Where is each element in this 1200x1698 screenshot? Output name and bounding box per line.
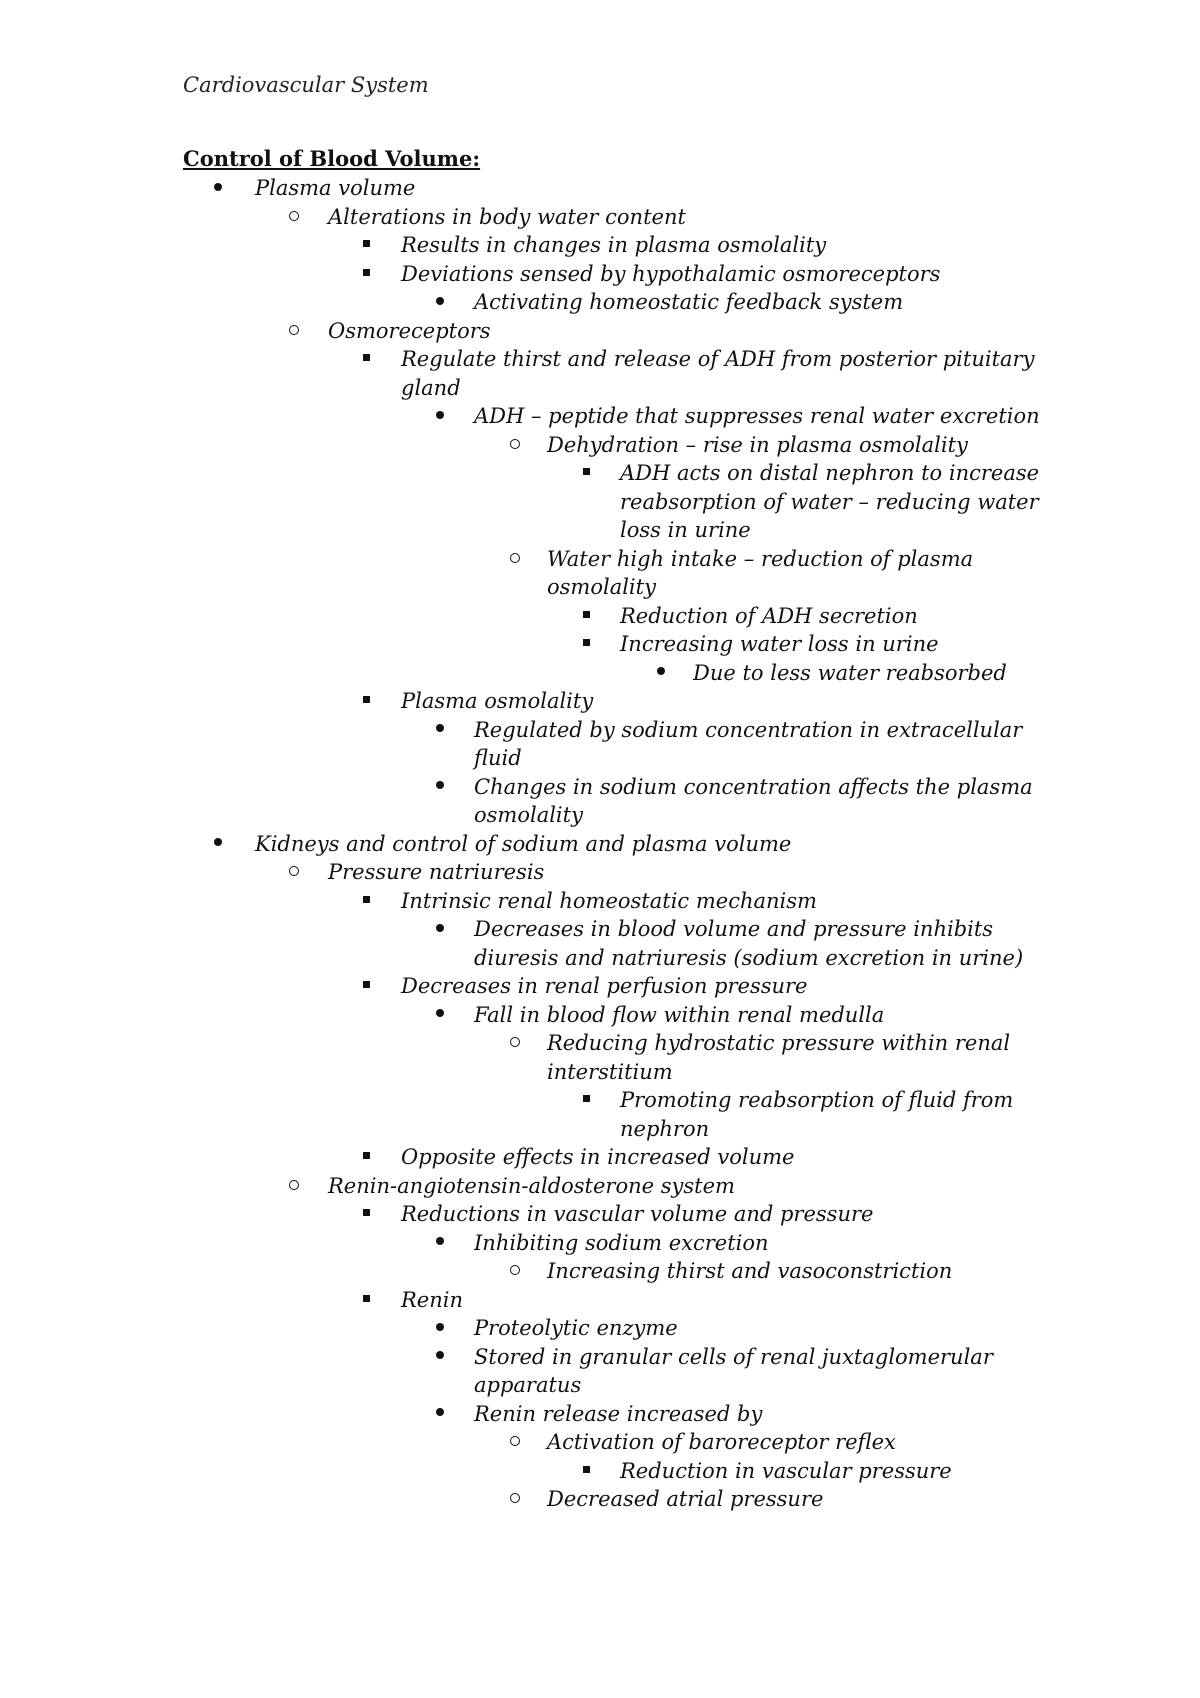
outline-item-level-4 <box>474 1343 993 1400</box>
square-bullet-icon <box>363 1143 370 1172</box>
outline-item-level-3 <box>401 887 817 916</box>
circle-bullet-icon <box>289 858 299 887</box>
outline-item-level-3 <box>401 1200 873 1229</box>
circle-bullet-icon <box>289 1172 299 1201</box>
outline-item-level-4 <box>474 402 1040 431</box>
outline-item-line: Intrinsic renal homeostatic mechanism <box>401 888 817 913</box>
square-bullet-icon <box>363 972 370 1001</box>
outline-item-level-3 <box>401 345 1034 402</box>
outline-item-line: Renin <box>401 1287 464 1312</box>
outline-item-level-3 <box>401 1143 794 1172</box>
outline-item-line: Renin-angiotensin-aldosterone system <box>328 1173 735 1198</box>
outline-item-line: Deviations sensed by hypothalamic osmoreceptors <box>401 261 941 286</box>
outline-item-level-2 <box>328 1172 735 1201</box>
outline-item-level-4 <box>474 915 1023 972</box>
outline-item-level-2 <box>328 317 491 346</box>
outline-item-level-3 <box>401 972 808 1001</box>
outline-item-line: Renin release increased by <box>474 1401 763 1426</box>
outline-item-line: Regulated by sodium concentration in extracellular <box>474 717 1023 742</box>
outline-item-level-4 <box>474 1400 762 1429</box>
outline-item-level-4 <box>474 1001 884 1030</box>
outline-item-line: Pressure natriuresis <box>328 860 545 884</box>
outline-item-line: Reduction of ADH secretion <box>620 603 918 628</box>
outline-item-line: Plasma volume <box>255 176 416 200</box>
outline-item-line: Plasma osmolality <box>401 689 594 713</box>
outline-item-line: Water high intake – reduction of plasma <box>547 546 974 571</box>
outline-item-line: Increasing thirst and vasoconstriction <box>547 1259 953 1283</box>
outline-item-level-2 <box>328 203 686 232</box>
outline-item-level-4 <box>474 288 903 317</box>
outline-item-level-7 <box>693 659 1007 688</box>
outline-item-line: gland <box>401 375 461 400</box>
disc-bullet-icon <box>436 773 444 802</box>
circle-bullet-icon <box>510 1257 520 1286</box>
circle-bullet-icon <box>510 1428 520 1457</box>
disc-bullet-icon <box>436 288 444 317</box>
outline-item-line: apparatus <box>474 1373 582 1397</box>
disc-bullet-icon <box>214 174 222 203</box>
outline-item-level-3 <box>401 231 826 260</box>
outline-item-line: Activating homeostatic feedback system <box>474 290 904 314</box>
outline-item-line: Decreased atrial pressure <box>547 1487 824 1511</box>
square-bullet-icon <box>583 1086 590 1115</box>
outline-item-line: Increasing water loss in urine <box>620 632 939 656</box>
outline-item-level-6 <box>620 1457 952 1486</box>
outline-item-line: Reductions in vascular volume and pressure <box>401 1202 874 1226</box>
outline-item-level-4 <box>474 773 1033 830</box>
square-bullet-icon <box>583 1457 590 1486</box>
disc-bullet-icon <box>436 1343 444 1372</box>
outline-item-line: Decreases in renal perfusion pressure <box>401 974 808 998</box>
outline-item-line: Due to less water reabsorbed <box>693 660 1007 685</box>
outline-item-level-5 <box>547 431 968 460</box>
circle-bullet-icon <box>510 1029 520 1058</box>
outline-item-level-2 <box>328 858 544 887</box>
outline-item-level-4 <box>474 1229 769 1258</box>
outline-item-line: Decreases in blood volume and pressure inhibits <box>474 917 994 941</box>
disc-bullet-icon <box>436 915 444 944</box>
disc-bullet-icon <box>436 402 444 431</box>
circle-bullet-icon <box>510 431 520 460</box>
outline-item-level-6 <box>620 602 918 631</box>
square-bullet-icon <box>583 459 590 488</box>
outline-item-line: Regulate thirst and release of ADH from posterior pituitary <box>401 347 1035 371</box>
outline-item-level-6 <box>620 1086 1013 1143</box>
outline-item-line: Alterations in body water content <box>328 204 686 229</box>
outline-item-line: Changes in sodium concentration affects the plasma <box>474 774 1033 799</box>
outline-item-line: diuresis and natriuresis (sodium excretion in urine) <box>474 945 1024 970</box>
disc-bullet-icon <box>436 1229 444 1258</box>
square-bullet-icon <box>363 887 370 916</box>
square-bullet-icon <box>583 602 590 631</box>
outline-item-level-5 <box>547 1428 896 1457</box>
square-bullet-icon <box>363 687 370 716</box>
outline-item-level-1 <box>255 830 791 859</box>
outline-item-line: Inhibiting sodium excretion <box>474 1230 769 1255</box>
outline-item-line: osmolality <box>474 803 583 827</box>
square-bullet-icon <box>363 260 370 289</box>
outline-item-line: Osmoreceptors <box>328 318 491 343</box>
disc-bullet-icon <box>436 1001 444 1030</box>
outline-item-line: ADH acts on distal nephron to increase <box>620 461 1040 485</box>
outline-item-line: Promoting reabsorption of fluid from <box>620 1088 1014 1112</box>
outline-item-level-4 <box>474 716 1022 773</box>
outline-item-level-1 <box>255 174 415 203</box>
square-bullet-icon <box>363 1286 370 1315</box>
outline-item-line: loss in urine <box>620 518 751 542</box>
outline-item-line: Fall in blood flow within renal medulla <box>474 1002 885 1027</box>
square-bullet-icon <box>583 630 590 659</box>
outline-item-level-5 <box>547 1485 823 1514</box>
outline-item-line: Results in changes in plasma osmolality <box>401 233 827 257</box>
outline-item-level-5 <box>547 1257 952 1286</box>
outline-item-level-5 <box>547 545 973 602</box>
disc-bullet-icon <box>436 1400 444 1429</box>
outline-item-line: Kidneys and control of sodium and plasma volume <box>255 831 792 856</box>
outline-item-line: Proteolytic enzyme <box>474 1316 678 1340</box>
outline-item-line: Reducing hydrostatic pressure within renal <box>547 1031 1011 1055</box>
circle-bullet-icon <box>510 1485 520 1514</box>
circle-bullet-icon <box>289 317 299 346</box>
disc-bullet-icon <box>657 659 665 688</box>
outline-item-line: fluid <box>474 746 522 770</box>
disc-bullet-icon <box>436 1314 444 1343</box>
page-header: Cardiovascular System <box>183 73 429 97</box>
section-title: Control of Blood Volume: <box>183 146 481 171</box>
outline-item-line: Dehydration – rise in plasma osmolality <box>547 432 968 457</box>
outline-item-line: reabsorption of water – reducing water <box>620 489 1039 514</box>
outline-item-level-6 <box>620 630 939 659</box>
circle-bullet-icon <box>510 545 520 574</box>
outline-item-level-3 <box>401 687 593 716</box>
outline-item-line: Stored in granular cells of renal juxtaglomerular <box>474 1344 993 1369</box>
square-bullet-icon <box>363 231 370 260</box>
square-bullet-icon <box>363 345 370 374</box>
outline-item-line: Reduction in vascular pressure <box>620 1458 952 1483</box>
outline-item-level-3 <box>401 260 940 289</box>
square-bullet-icon <box>363 1200 370 1229</box>
outline-item-line: osmolality <box>547 575 656 599</box>
outline-item-level-6 <box>620 459 1039 545</box>
outline-item-line: Activation of baroreceptor reflex <box>547 1430 896 1454</box>
circle-bullet-icon <box>289 203 299 232</box>
outline-item-line: Opposite effects in increased volume <box>401 1145 795 1169</box>
outline-item-line: interstitium <box>547 1059 673 1084</box>
outline-item-level-4 <box>474 1314 678 1343</box>
outline-item-line: ADH – peptide that suppresses renal water excretion <box>474 404 1040 428</box>
outline-item-line: nephron <box>620 1116 710 1141</box>
disc-bullet-icon <box>436 716 444 745</box>
disc-bullet-icon <box>214 830 222 859</box>
outline-item-level-3 <box>401 1286 463 1315</box>
outline-item-level-5 <box>547 1029 1010 1086</box>
